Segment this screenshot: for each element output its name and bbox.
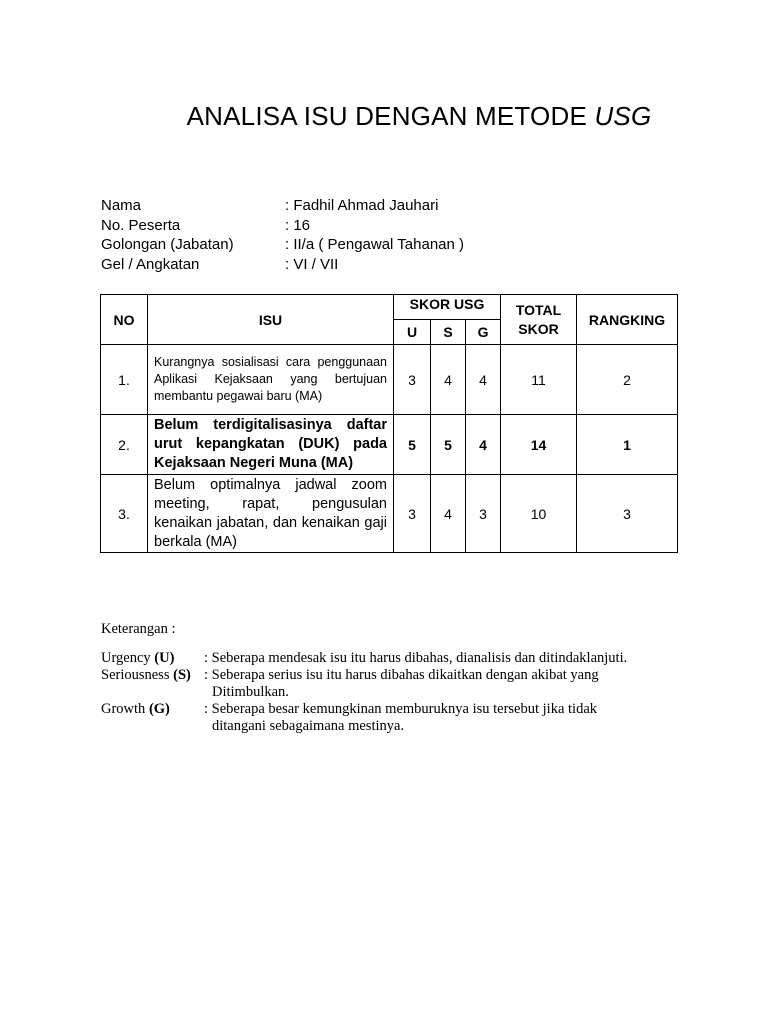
header-total-line1: TOTAL (515, 301, 562, 318)
info-label: Gel / Angkatan (101, 255, 200, 273)
page-title (0, 101, 768, 132)
header-total-line2: SKOR (518, 320, 559, 337)
cell-rank: 2 (577, 345, 678, 415)
keterangan-list (101, 650, 701, 735)
cell-rank: 3 (577, 475, 678, 553)
title-italic: USG (594, 101, 652, 131)
info-value: : VI / VII (285, 255, 339, 273)
cell-no: 3. (101, 475, 148, 553)
info-value: : Fadhil Ahmad Jauhari (285, 197, 439, 214)
info-label: No. Peserta (101, 216, 181, 234)
info-label: Nama (101, 197, 142, 214)
cell-g: 4 (466, 415, 501, 475)
cell-total: 10 (501, 475, 577, 553)
keterangan-term: Urgency (U) (101, 650, 175, 666)
cell-rank: 1 (577, 415, 678, 475)
header-s: S (431, 320, 466, 345)
usg-table (100, 294, 678, 553)
info-label: Golongan (Jabatan) (101, 236, 234, 253)
cell-s: 4 (431, 345, 466, 415)
cell-u: 5 (394, 415, 431, 475)
header-skor-usg: SKOR USG (394, 295, 501, 320)
keterangan-term: Growth (G) (101, 701, 170, 717)
table-header-row (101, 295, 678, 320)
cell-isu: Belum optimalnya jadwal zoom meeting, rapat, pengusulan kenaikan jabatan, dan kenaikan gaji berkala (MA) (148, 475, 394, 553)
cell-u: 3 (394, 345, 431, 415)
cell-g: 4 (466, 345, 501, 415)
keterangan-desc: : Seberapa mendesak isu itu harus dibahas, dianalisis dan ditindaklanjuti. (204, 650, 628, 666)
cell-no: 2. (101, 415, 148, 475)
keterangan-desc: : Seberapa besar kemungkinan memburuknya isu tersebut jika tidak ditangani sebagaimana mestinya. (204, 701, 598, 734)
cell-isu: Kurangnya sosialisasi cara penggunaan Aplikasi Kejaksaan yang bertujuan membantu pegawai baru (MA) (148, 345, 394, 415)
keterangan-desc: : Seberapa serius isu itu harus dibahas dikaitkan dengan akibat yang Ditimbulkan. (204, 667, 599, 700)
title-main: ANALISA ISU DENGAN METODE (186, 101, 587, 131)
cell-s: 5 (431, 415, 466, 475)
cell-g: 3 (466, 475, 501, 553)
keterangan-item-seriousness (101, 667, 701, 701)
cell-u: 3 (394, 475, 431, 553)
cell-total: 11 (501, 345, 577, 415)
keterangan-heading: Keterangan : (101, 621, 176, 637)
info-value: : II/a ( Pengawal Tahanan ) (285, 236, 465, 253)
table-row (101, 415, 678, 475)
cell-no: 1. (101, 345, 148, 415)
table-row (101, 475, 678, 553)
cell-isu: Belum terdigitalisasinya daftar urut kepangkatan (DUK) pada Kejaksaan Negeri Muna (MA) (148, 415, 394, 475)
keterangan-term: Seriousness (S) (101, 667, 191, 683)
header-rangking: RANGKING (577, 295, 678, 345)
table-row (101, 345, 678, 415)
header-total-skor (501, 295, 577, 345)
keterangan-item-urgency (101, 650, 701, 667)
cell-s: 4 (431, 475, 466, 553)
cell-total: 14 (501, 415, 577, 475)
header-no: NO (101, 295, 148, 345)
keterangan-item-growth (101, 701, 701, 735)
header-isu: ISU (148, 295, 394, 345)
info-value: : 16 (285, 216, 311, 234)
header-g: G (466, 320, 501, 345)
header-u: U (394, 320, 431, 345)
